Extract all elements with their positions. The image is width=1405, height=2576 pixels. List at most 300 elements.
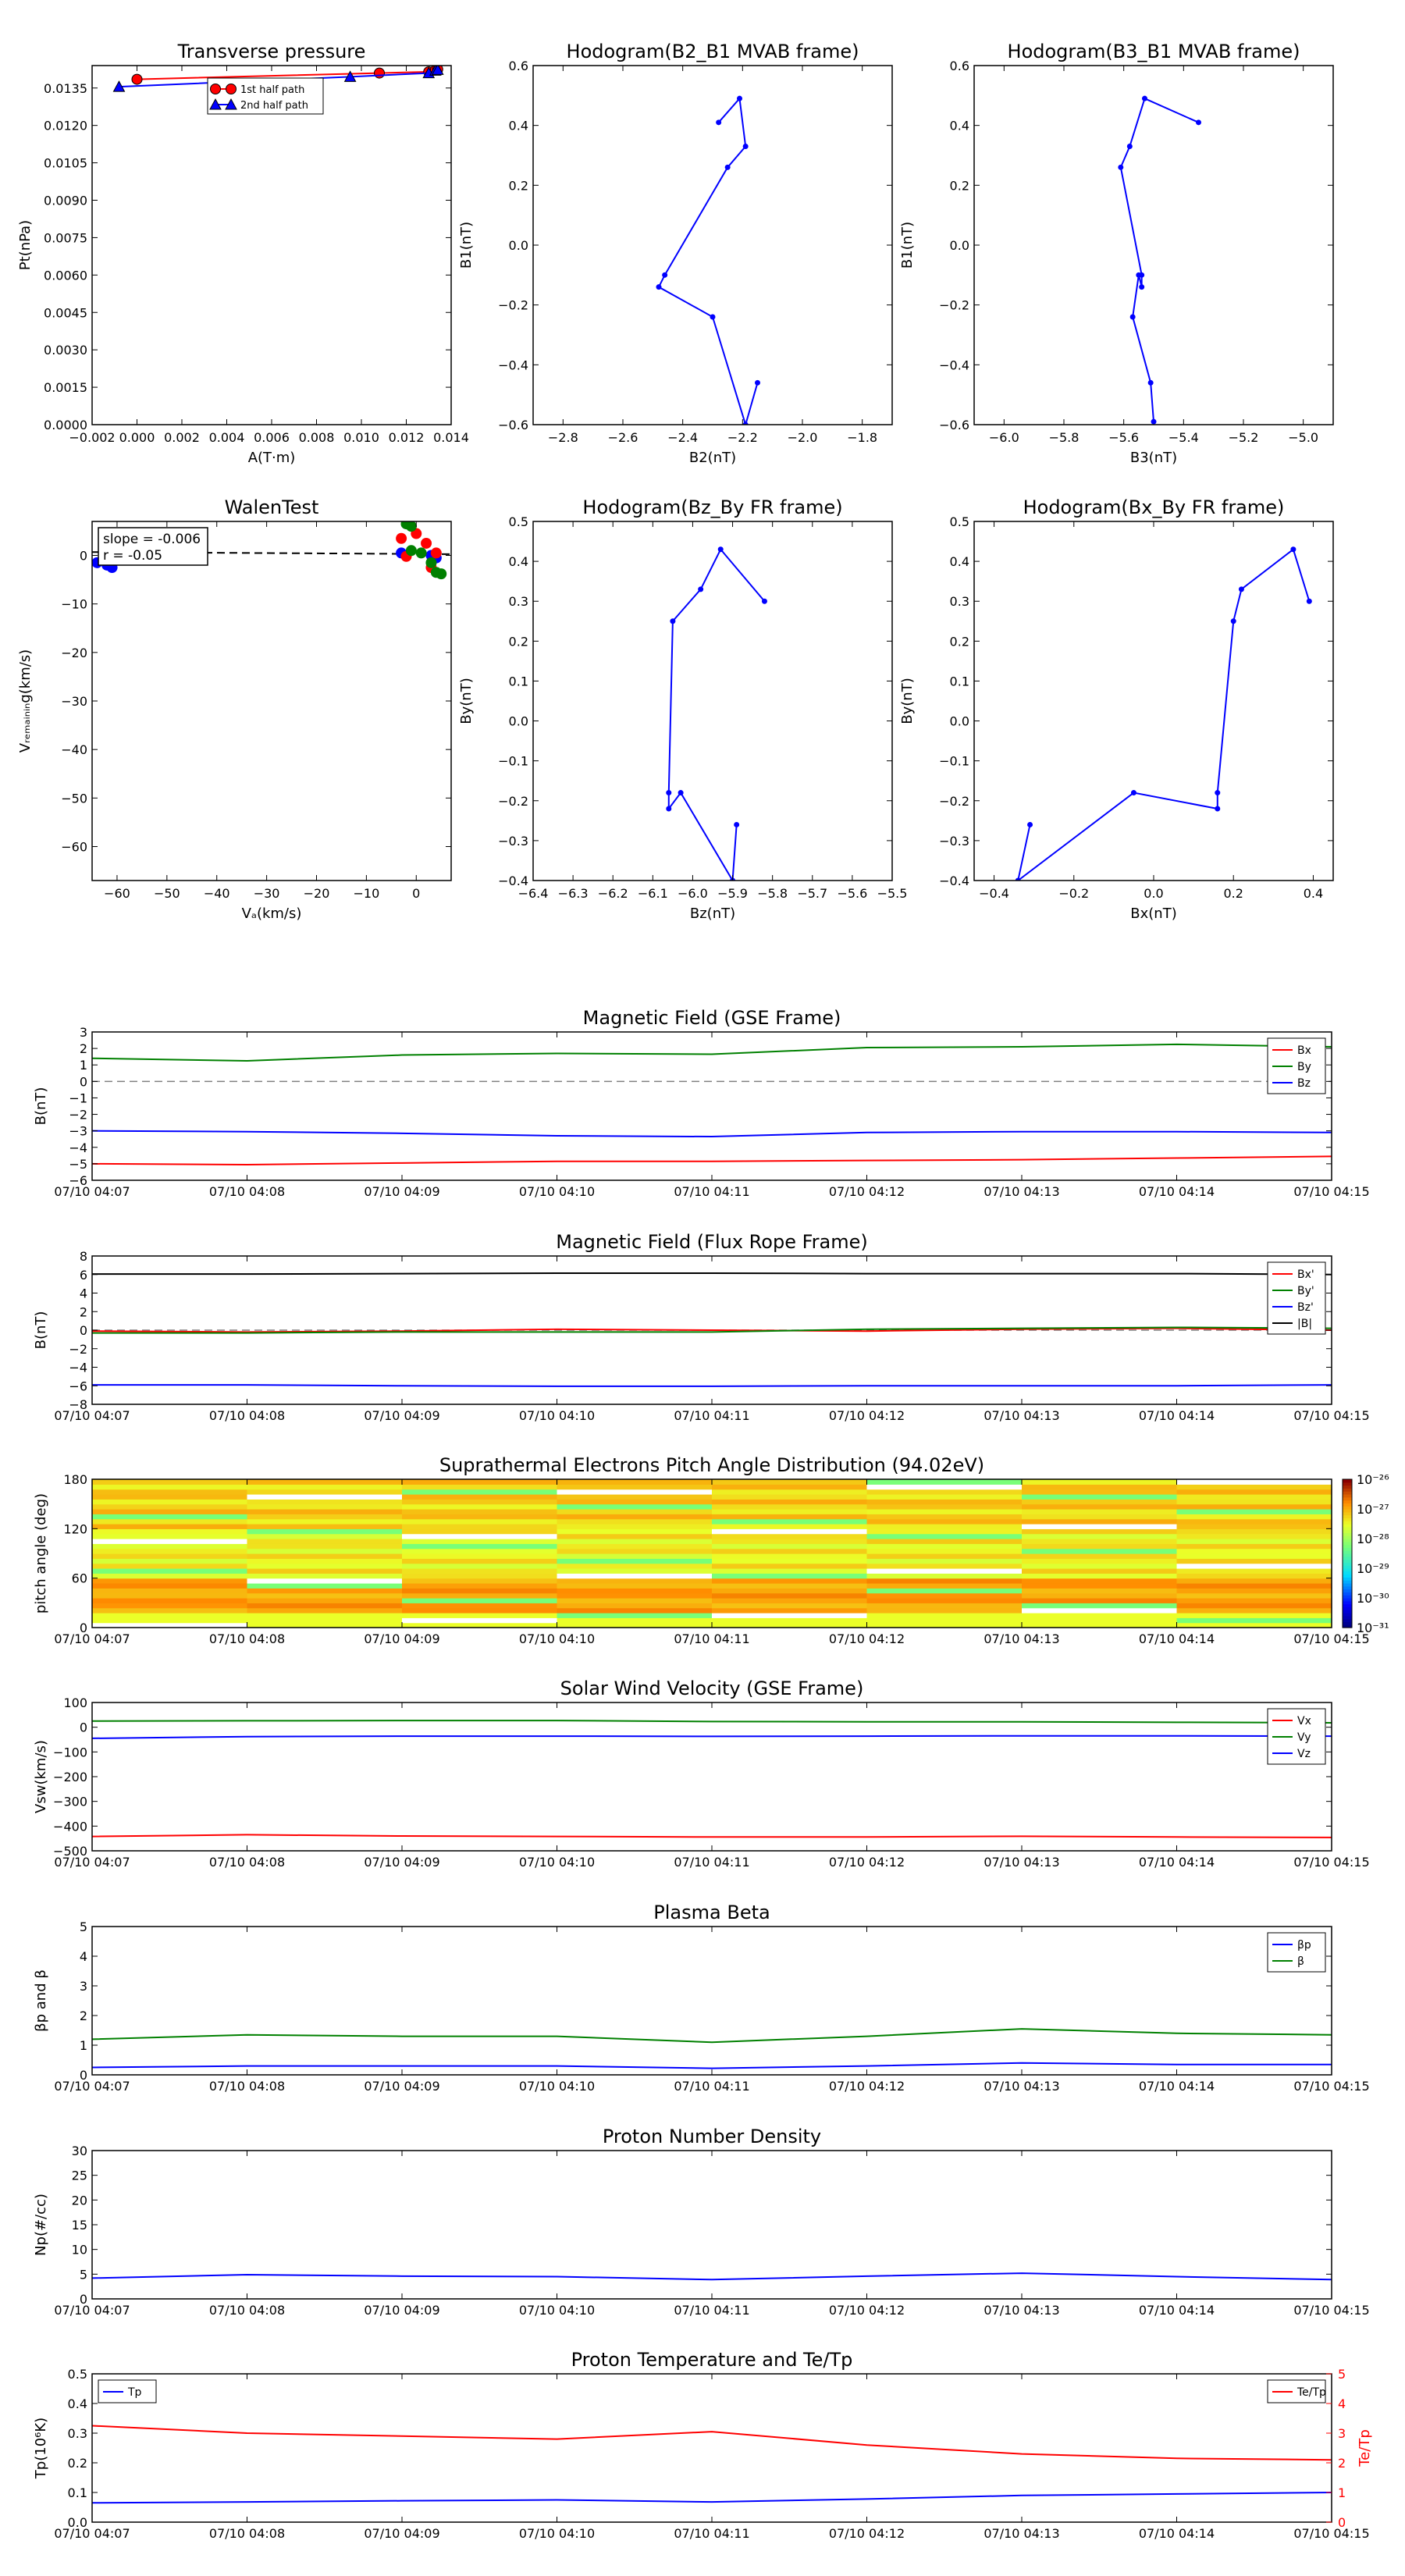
- heatmap-cell: [712, 1573, 867, 1578]
- x-tick-label: 07/10 04:12: [828, 1631, 905, 1646]
- heatmap-cell: [402, 1608, 557, 1614]
- heatmap-cell: [92, 1558, 247, 1564]
- y-tick-label: −0.6: [498, 418, 528, 432]
- data-point: [678, 790, 684, 795]
- heatmap-cell: [1177, 1494, 1332, 1500]
- y-tick-label: 0: [79, 1074, 87, 1090]
- chart-title: Hodogram(Bx_By FR frame): [1023, 496, 1285, 518]
- series-line: [92, 2426, 1332, 2460]
- heatmap-cell: [867, 1608, 1023, 1614]
- heatmap-cell: [247, 1514, 403, 1519]
- x-tick-label: 07/10 04:08: [208, 2526, 286, 2541]
- x-tick-label: 0.008: [298, 430, 335, 445]
- heatmap-cell: [1022, 1583, 1177, 1589]
- heatmap-cell: [247, 1617, 403, 1623]
- heatmap-cell: [867, 1494, 1023, 1500]
- x-tick-label: −6.2: [597, 886, 628, 901]
- heatmap-cell: [92, 1598, 247, 1603]
- colorbar-cell: [1343, 1524, 1352, 1527]
- y-tick-label: −30: [61, 694, 87, 709]
- heatmap-cell: [557, 1499, 713, 1504]
- y2-tick-label: 4: [1338, 2396, 1346, 2411]
- heatmap-cell: [402, 1539, 557, 1544]
- y-tick-label: −40: [61, 742, 87, 758]
- heatmap-cell: [247, 1613, 403, 1618]
- x-tick-label: −5.9: [717, 886, 748, 901]
- colorbar-cell: [1343, 1497, 1352, 1500]
- heatmap-cell: [557, 1603, 713, 1608]
- heatmap-cell: [92, 1553, 247, 1559]
- x-tick-label: 0.004: [208, 430, 245, 445]
- series-line: [92, 1385, 1332, 1386]
- colorbar-cell: [1343, 1619, 1352, 1622]
- y-tick-label: 0.2: [949, 634, 969, 649]
- x-tick-label: 0: [412, 886, 421, 901]
- heatmap-cell: [402, 1578, 557, 1584]
- chart-title: Plasma Beta: [653, 1902, 770, 1923]
- x-axis-label: Bx(nT): [1130, 906, 1177, 922]
- chart-h2: [899, 41, 1333, 466]
- heatmap-cell: [247, 1568, 403, 1574]
- heatmap-cell: [867, 1583, 1023, 1589]
- x-tick-label: 07/10 04:10: [518, 2303, 596, 2318]
- heatmap-cell: [712, 1494, 867, 1500]
- heatmap-cell: [1022, 1564, 1177, 1569]
- heatmap-cell: [1177, 1504, 1332, 1510]
- data-point: [406, 545, 417, 556]
- heatmap-cell: [92, 1588, 247, 1593]
- heatmap-cell: [247, 1588, 403, 1593]
- legend-label: By: [1297, 1061, 1311, 1073]
- heatmap-cell: [712, 1543, 867, 1549]
- y-axis-label: B(nT): [33, 1311, 49, 1350]
- x-tick-label: 07/10 04:07: [54, 2079, 130, 2094]
- x-tick-label: 07/10 04:10: [518, 1855, 596, 1870]
- chart-beta: [33, 1902, 1370, 2094]
- x-tick-label: 07/10 04:13: [984, 2079, 1060, 2094]
- y2-tick-label: 2: [1338, 2456, 1346, 2471]
- series-line: [92, 1273, 1332, 1275]
- heatmap-cell: [867, 1578, 1023, 1584]
- heatmap-cell: [402, 1593, 557, 1599]
- heatmap-cell: [402, 1484, 557, 1489]
- heatmap-cell: [1022, 1509, 1177, 1514]
- heatmap-cell: [867, 1553, 1023, 1559]
- x-tick-label: −60: [104, 886, 130, 901]
- x-tick-label: 0.4: [1303, 886, 1324, 901]
- x-tick-label: −5.6: [1108, 430, 1140, 445]
- x-tick-label: −0.2: [1058, 886, 1090, 901]
- y-tick-label: 0.6: [949, 59, 969, 73]
- data-point: [1215, 790, 1220, 795]
- x-tick-label: 07/10 04:13: [984, 2526, 1060, 2541]
- chart-title: Magnetic Field (Flux Rope Frame): [556, 1231, 868, 1253]
- heatmap-cell: [867, 1617, 1023, 1623]
- legend-label: Vx: [1297, 1715, 1311, 1727]
- heatmap-cell: [557, 1564, 713, 1569]
- heatmap-cell: [1022, 1479, 1177, 1485]
- plot-frame: [974, 66, 1333, 425]
- x-tick-label: 07/10 04:10: [518, 2079, 596, 2094]
- heatmap-cell: [867, 1543, 1023, 1549]
- heatmap-cell: [1022, 1593, 1177, 1599]
- heatmap-cell: [402, 1504, 557, 1510]
- heatmap-cell: [557, 1543, 713, 1549]
- heatmap-cell: [867, 1504, 1023, 1510]
- colorbar-cell: [1343, 1604, 1352, 1607]
- y-tick-label: 0.0060: [44, 268, 87, 283]
- series-line: [92, 1156, 1332, 1165]
- x-tick-label: 07/10 04:11: [674, 1408, 750, 1423]
- y-tick-label: 0: [79, 548, 87, 564]
- y-tick-label: −3: [69, 1123, 87, 1139]
- y-tick-label: −0.2: [498, 793, 528, 809]
- heatmap-cell: [1022, 1543, 1177, 1549]
- y-tick-label: 100: [63, 1695, 87, 1710]
- y2-tick-label: 0: [1338, 2515, 1346, 2530]
- heatmap-cell: [557, 1509, 713, 1514]
- data-point: [396, 533, 407, 544]
- colorbar-cell: [1343, 1580, 1352, 1583]
- y-tick-label: 120: [63, 1521, 87, 1537]
- x-tick-label: 07/10 04:15: [1293, 1184, 1370, 1199]
- plot-frame: [92, 2374, 1332, 2522]
- y-tick-label: 5: [79, 1920, 87, 1934]
- y-axis-label: B(nT): [33, 1087, 49, 1126]
- y-tick-label: 60: [71, 1571, 87, 1586]
- chart-title: Proton Temperature and Te/Tp: [571, 2349, 853, 2371]
- y-tick-label: 0.3: [67, 2426, 87, 2441]
- data-point: [425, 557, 436, 568]
- y-tick-label: 0.4: [949, 118, 969, 133]
- x-tick-label: 0.002: [164, 430, 200, 445]
- heatmap-cell: [557, 1539, 713, 1544]
- series-line: [92, 2063, 1332, 2069]
- colorbar-cell: [1343, 1545, 1352, 1548]
- heatmap-cell: [92, 1489, 247, 1495]
- heatmap-cell: [92, 1603, 247, 1608]
- colorbar-cell: [1343, 1557, 1352, 1560]
- chart-title: Magnetic Field (GSE Frame): [582, 1007, 841, 1029]
- x-tick-label: −6.4: [518, 886, 549, 901]
- y-tick-label: −0.1: [939, 753, 969, 769]
- heatmap-cell: [712, 1588, 867, 1593]
- heatmap-cell: [1177, 1549, 1332, 1554]
- colorbar-cell: [1343, 1485, 1352, 1489]
- heatmap-cell: [92, 1509, 247, 1514]
- y-tick-label: 0.0: [508, 238, 528, 253]
- y-tick-label: 0.6: [508, 59, 528, 73]
- heatmap-cell: [867, 1489, 1023, 1495]
- heatmap-cell: [1022, 1553, 1177, 1559]
- y2-tick-label: 5: [1338, 2367, 1346, 2382]
- colorbar-cell: [1343, 1488, 1352, 1491]
- x-tick-label: 07/10 04:13: [984, 2303, 1060, 2318]
- colorbar-cell: [1343, 1515, 1352, 1518]
- heatmap-cell: [92, 1617, 247, 1623]
- heatmap-cell: [867, 1534, 1023, 1539]
- chart-bgse: [33, 1007, 1370, 1199]
- heatmap-cell: [402, 1617, 557, 1623]
- heatmap-cell: [712, 1539, 867, 1544]
- data-point: [1215, 806, 1220, 812]
- heatmap-cell: [402, 1494, 557, 1500]
- heatmap-cell: [1022, 1588, 1177, 1593]
- y-axis-label: βp and β: [33, 1969, 49, 2032]
- heatmap-cell: [1022, 1494, 1177, 1500]
- x-tick-label: 0.0: [1144, 886, 1164, 901]
- x-tick-label: 0.012: [388, 430, 425, 445]
- y-tick-label: 0.4: [508, 554, 528, 570]
- heatmap-cell: [402, 1519, 557, 1525]
- heatmap-cell: [712, 1484, 867, 1489]
- heatmap-cell: [557, 1534, 713, 1539]
- heatmap-cell: [557, 1528, 713, 1534]
- x-tick-label: 07/10 04:15: [1293, 2079, 1370, 2094]
- colorbar-cell: [1343, 1606, 1352, 1610]
- heatmap-cell: [1177, 1553, 1332, 1559]
- heatmap-cell: [867, 1558, 1023, 1564]
- heatmap-cell: [92, 1539, 247, 1544]
- heatmap-cell: [867, 1613, 1023, 1618]
- data-point: [1130, 315, 1136, 320]
- colorbar-cell: [1343, 1506, 1352, 1509]
- colorbar-cell: [1343, 1610, 1352, 1613]
- x-tick-label: 07/10 04:14: [1138, 1631, 1215, 1646]
- annotation-text: r = -0.05: [103, 548, 163, 564]
- colorbar-cell: [1343, 1586, 1352, 1589]
- data-point: [406, 521, 417, 532]
- y-tick-label: 0.0135: [44, 80, 87, 96]
- y-tick-label: −0.4: [939, 873, 969, 888]
- x-tick-label: 0.014: [433, 430, 469, 445]
- x-tick-label: 07/10 04:14: [1138, 1855, 1215, 1870]
- y-axis-label: pitch angle (deg): [33, 1493, 49, 1614]
- heatmap-cell: [712, 1514, 867, 1519]
- x-tick-label: 07/10 04:09: [364, 1631, 440, 1646]
- heatmap-cell: [712, 1479, 867, 1485]
- plot-area: [1118, 96, 1201, 425]
- chart-h1: [458, 41, 892, 466]
- x-tick-label: −2.6: [607, 430, 638, 445]
- colorbar-cell: [1343, 1479, 1352, 1482]
- y-tick-label: 2: [79, 2008, 87, 2023]
- legend-label: Vz: [1297, 1748, 1311, 1760]
- heatmap-cell: [867, 1603, 1023, 1608]
- data-point: [710, 315, 716, 320]
- x-tick-label: −5.5: [877, 886, 908, 901]
- colorbar-cell: [1343, 1589, 1352, 1592]
- x-tick-label: −5.8: [1048, 430, 1080, 445]
- heatmap-cell: [1177, 1514, 1332, 1519]
- y-axis-label: Np(#/cc): [33, 2194, 49, 2256]
- colorbar-cell: [1343, 1547, 1352, 1550]
- y-tick-label: 0.5: [67, 2367, 87, 2382]
- y-tick-label: 8: [79, 1249, 87, 1264]
- heatmap-cell: [1022, 1573, 1177, 1578]
- heatmap-cell: [557, 1524, 713, 1529]
- colorbar-cell: [1343, 1568, 1352, 1571]
- y-tick-label: −5: [69, 1156, 87, 1172]
- heatmap-cell: [557, 1484, 713, 1489]
- data-point: [1139, 284, 1144, 290]
- y-tick-label: −0.4: [498, 358, 528, 373]
- plot-area: [666, 546, 767, 883]
- heatmap-cell: [1022, 1489, 1177, 1495]
- heatmap-cell: [92, 1534, 247, 1539]
- heatmap-cell: [1177, 1558, 1332, 1564]
- y-tick-label: −4: [69, 1140, 87, 1155]
- x-tick-label: 07/10 04:15: [1293, 1408, 1370, 1423]
- colorbar-cell: [1343, 1595, 1352, 1598]
- heatmap-cell: [712, 1528, 867, 1534]
- y-tick-label: 4: [79, 1949, 87, 1964]
- legend-label: βp: [1297, 1939, 1311, 1952]
- heatmap-cell: [92, 1608, 247, 1614]
- heatmap-cell: [402, 1558, 557, 1564]
- heatmap-cell: [92, 1499, 247, 1504]
- x-tick-label: −2.8: [547, 430, 578, 445]
- x-tick-label: 07/10 04:09: [364, 2303, 440, 2318]
- heatmap-cell: [712, 1509, 867, 1514]
- y-tick-label: 0.0000: [44, 418, 87, 432]
- x-tick-label: 07/10 04:07: [54, 1408, 130, 1423]
- heatmap-cell: [867, 1509, 1023, 1514]
- x-tick-label: 07/10 04:08: [208, 2079, 286, 2094]
- heatmap-cell: [557, 1489, 713, 1495]
- heatmap-cell: [557, 1549, 713, 1554]
- y-axis-label: Tp(10⁶K): [33, 2417, 49, 2479]
- colorbar-cell: [1343, 1494, 1352, 1497]
- heatmap-cell: [557, 1608, 713, 1614]
- heatmap-cell: [402, 1514, 557, 1519]
- data-point: [375, 68, 385, 78]
- heatmap-cell: [92, 1479, 247, 1485]
- x-tick-label: 07/10 04:07: [54, 1631, 130, 1646]
- y-tick-label: −0.4: [939, 358, 969, 373]
- series-line: [92, 1044, 1332, 1061]
- heatmap-cell: [247, 1603, 403, 1608]
- y-tick-label: 0.0090: [44, 193, 87, 208]
- heatmap-cell: [92, 1613, 247, 1618]
- colorbar-cell: [1343, 1553, 1352, 1557]
- x-axis-label: Bz(nT): [689, 906, 736, 922]
- colorbar-cell: [1343, 1530, 1352, 1533]
- heatmap-cell: [247, 1489, 403, 1495]
- x-tick-label: 07/10 04:14: [1138, 2526, 1215, 2541]
- series-line: [669, 550, 765, 881]
- x-tick-label: −2.2: [727, 430, 758, 445]
- heatmap-cell: [402, 1524, 557, 1529]
- heatmap-cell: [92, 1494, 247, 1500]
- legend-label: Vy: [1297, 1731, 1311, 1744]
- y-tick-label: 0.5: [949, 514, 969, 529]
- y2-tick-label: 1: [1338, 2485, 1346, 2500]
- chart-pad: [33, 1454, 1389, 1646]
- data-point: [662, 272, 667, 278]
- series-line: [92, 1736, 1332, 1738]
- y-tick-label: −60: [61, 839, 87, 855]
- heatmap-cell: [92, 1519, 247, 1525]
- x-tick-label: 07/10 04:12: [828, 1184, 905, 1199]
- y-tick-label: 30: [71, 2144, 87, 2158]
- heatmap-cell: [92, 1578, 247, 1584]
- heatmap-cell: [712, 1603, 867, 1608]
- data-point: [1231, 618, 1236, 624]
- data-point: [1290, 546, 1296, 552]
- heatmap-cell: [92, 1568, 247, 1574]
- y-tick-label: −1: [69, 1091, 87, 1106]
- y-tick-label: −0.6: [939, 418, 969, 432]
- heatmap-cell: [247, 1528, 403, 1534]
- y-tick-label: 4: [79, 1286, 87, 1301]
- heatmap-cell: [712, 1524, 867, 1529]
- x-axis-label: B3(nT): [1129, 450, 1178, 466]
- heatmap-cell: [1177, 1519, 1332, 1525]
- y-tick-label: 0.0030: [44, 343, 87, 358]
- heatmap-cell: [247, 1539, 403, 1544]
- y-tick-label: −0.1: [498, 753, 528, 769]
- heatmap-cell: [92, 1543, 247, 1549]
- heatmap-cell: [402, 1568, 557, 1574]
- x-tick-label: 07/10 04:10: [518, 1184, 596, 1199]
- heatmap-cell: [1022, 1617, 1177, 1623]
- x-tick-label: 07/10 04:07: [54, 2303, 130, 2318]
- heatmap-cell: [1022, 1598, 1177, 1603]
- colorbar-tick-label: 10⁻²⁶: [1357, 1472, 1389, 1487]
- x-tick-label: 07/10 04:11: [674, 1184, 750, 1199]
- y-tick-label: 2: [79, 1304, 87, 1320]
- y-tick-label: 0.0045: [44, 305, 87, 321]
- y-axis-label: B1(nT): [899, 221, 916, 269]
- heatmap-cell: [867, 1528, 1023, 1534]
- heatmap-cell: [402, 1499, 557, 1504]
- heatmap-cell: [1177, 1484, 1332, 1489]
- legend-label: Bx': [1297, 1268, 1314, 1281]
- colorbar-cell: [1343, 1517, 1352, 1521]
- heatmap-cell: [402, 1543, 557, 1549]
- heatmap-cell: [402, 1564, 557, 1569]
- heatmap-cell: [557, 1479, 713, 1485]
- heatmap-cell: [92, 1504, 247, 1510]
- series-line: [659, 98, 758, 425]
- colorbar-cell: [1343, 1509, 1352, 1512]
- data-point: [132, 74, 142, 84]
- y-tick-label: −4: [69, 1360, 87, 1375]
- data-point: [1148, 380, 1154, 386]
- x-tick-label: −6.3: [557, 886, 589, 901]
- heatmap-cell: [712, 1504, 867, 1510]
- heatmap-cell: [247, 1578, 403, 1584]
- colorbar-cell: [1343, 1583, 1352, 1586]
- y-tick-label: 0.0: [67, 2515, 87, 2530]
- x-tick-label: 07/10 04:14: [1138, 1184, 1215, 1199]
- x-tick-label: −30: [253, 886, 280, 901]
- heatmap-cell: [712, 1583, 867, 1589]
- data-point: [1307, 599, 1312, 604]
- data-point: [716, 119, 721, 125]
- x-tick-label: −0.4: [979, 886, 1009, 901]
- y-tick-label: 10: [71, 2242, 87, 2258]
- x-tick-label: 07/10 04:08: [208, 2303, 286, 2318]
- heatmap-cell: [402, 1479, 557, 1485]
- heatmap-cell: [1022, 1558, 1177, 1564]
- x-tick-label: 07/10 04:09: [364, 2079, 440, 2094]
- y-tick-label: −8: [69, 1397, 87, 1412]
- series-line: [92, 2492, 1332, 2503]
- heatmap-cell: [247, 1534, 403, 1539]
- heatmap-cell: [247, 1499, 403, 1504]
